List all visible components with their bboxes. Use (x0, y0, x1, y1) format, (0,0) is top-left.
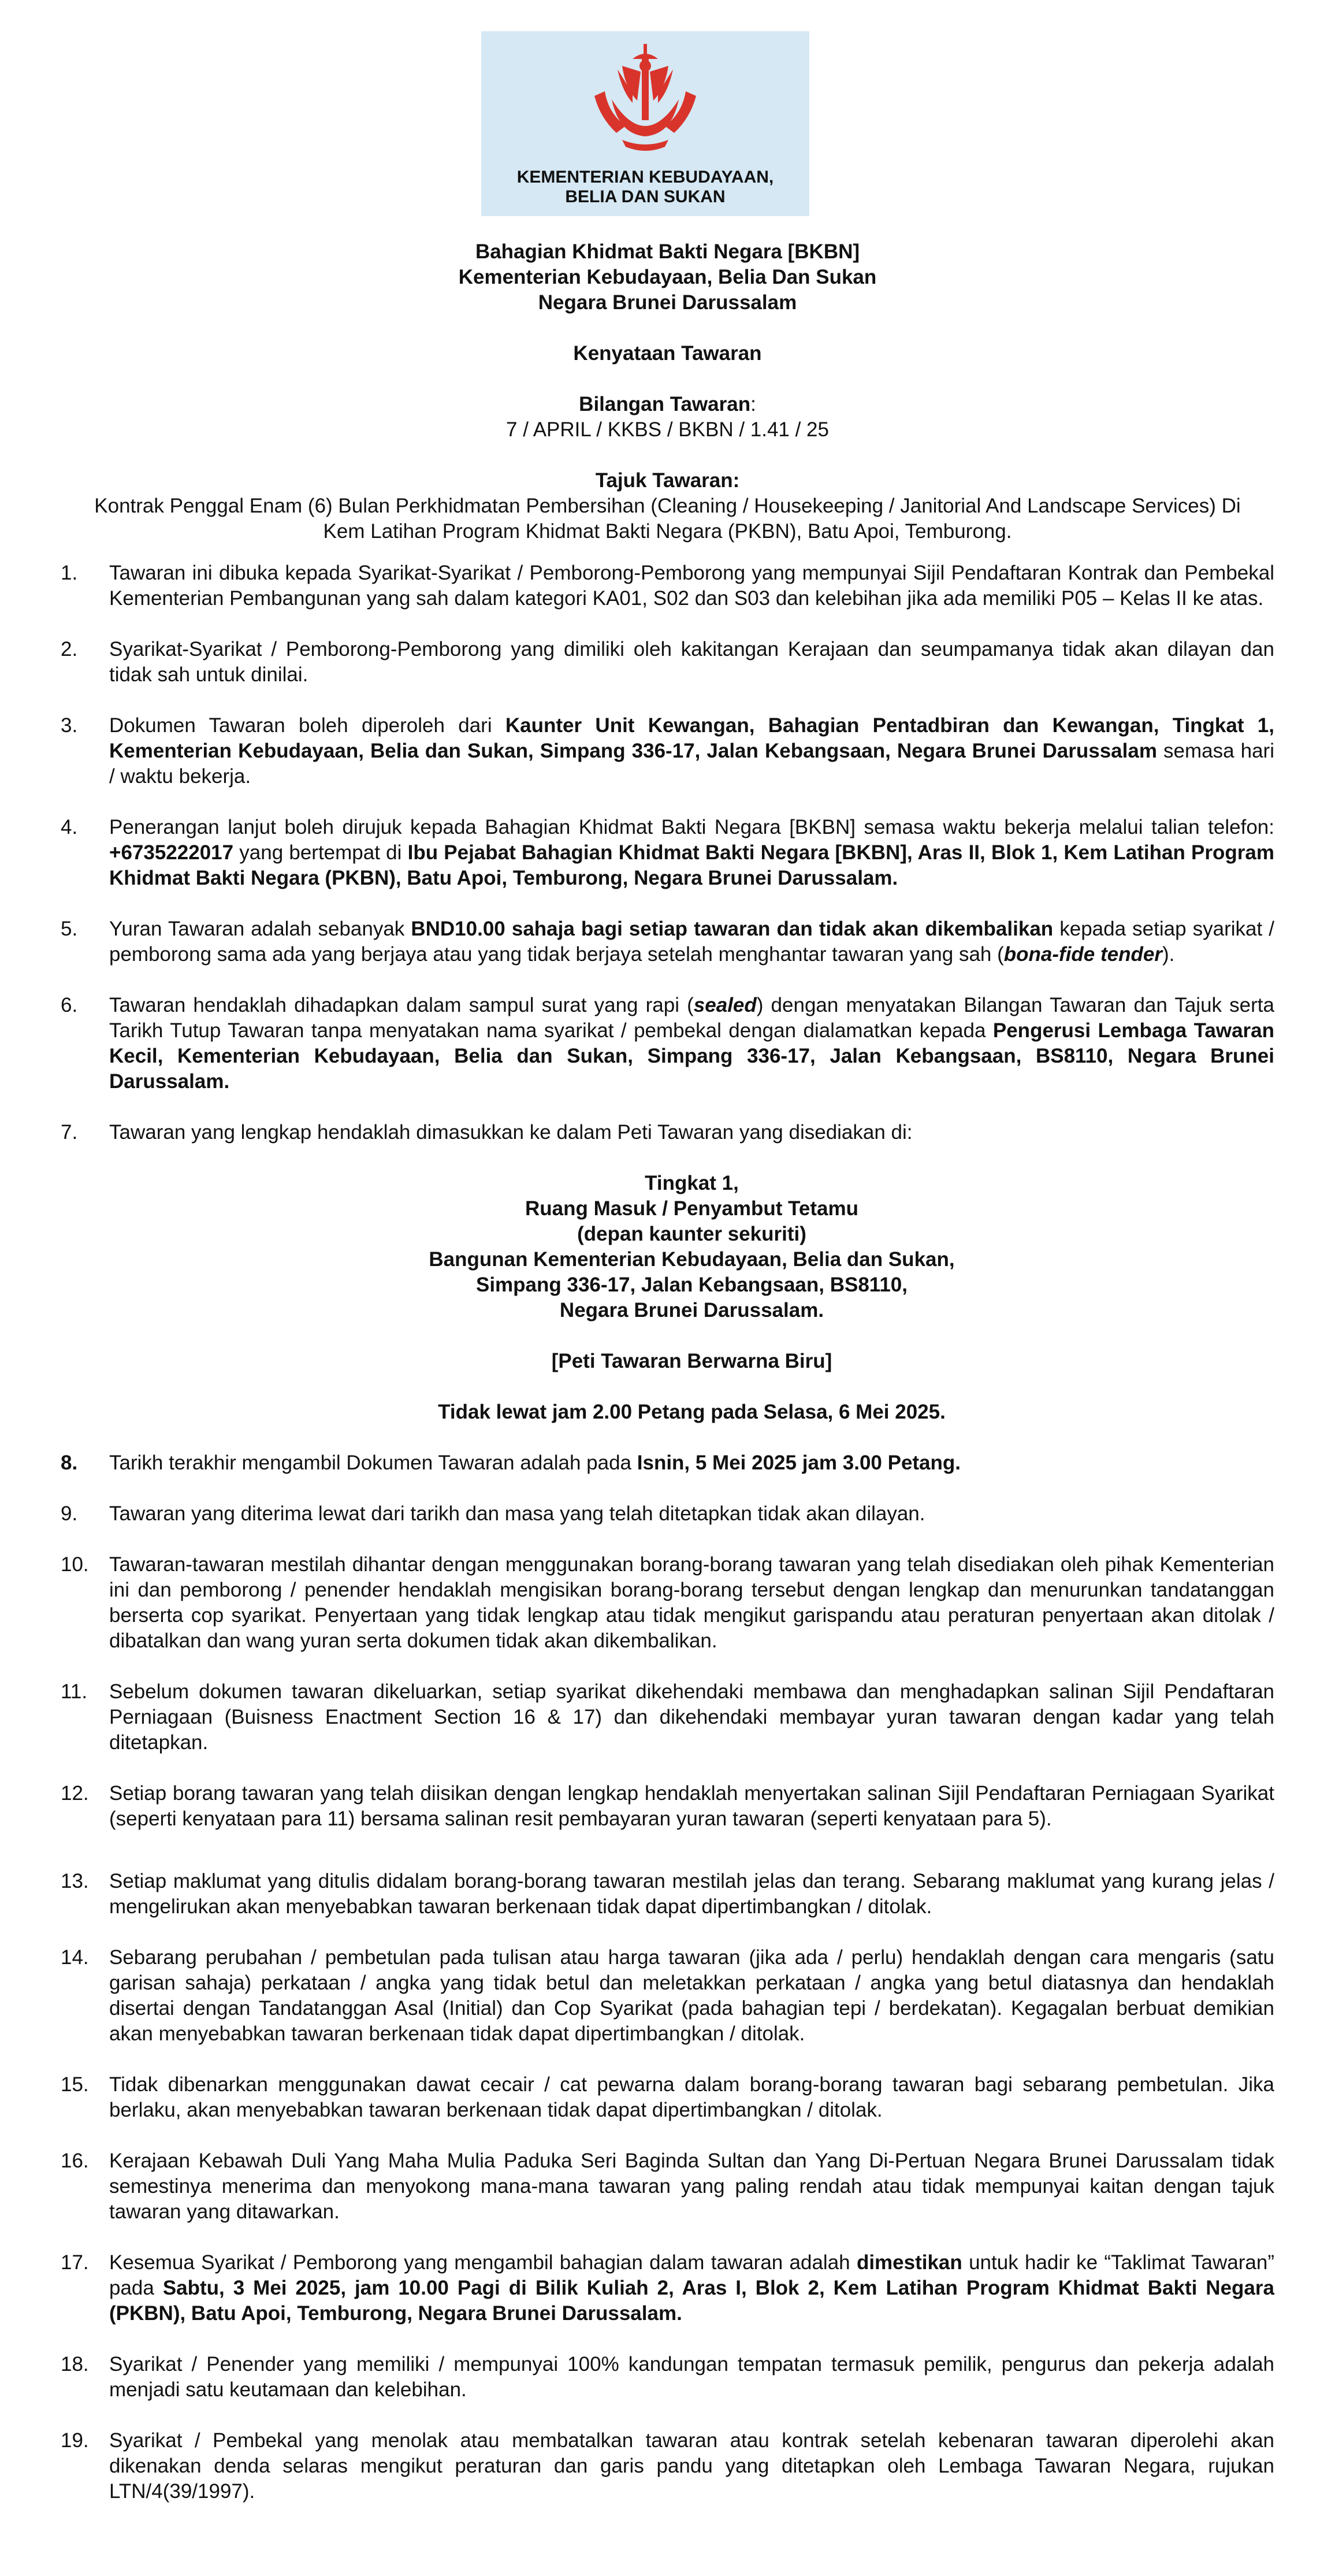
item-number: 12. (61, 1782, 89, 1805)
item-text: Tidak dibenarkan menggunakan dawat cecair / cat pewarna dalam borang-borang tawaran bagi sebarang pembetulan. Jika berlaku, akan menyebabkan tawaran berkenaan tidak dapat dipertimbangkan / ditolak. (109, 2073, 1274, 2121)
list-item (61, 561, 1274, 611)
list-item (61, 1781, 1274, 1832)
list-item (61, 2352, 1274, 2403)
item-text: Tawaran ini dibuka kepada Syarikat-Syarikat / Pemborong-Pemborong yang mempunyai Sijil Pendaftaran Kontrak dan Pembekal Kementerian Pembangunan yang sah dalam kategori KA01, S02 dan S03 dan kelebihan jika ada memiliki P05 – Kelas II ke atas. (109, 562, 1274, 610)
item-number: 9. (61, 1502, 78, 1525)
bold-italic-run: sealed (693, 994, 757, 1016)
list-item (61, 637, 1274, 688)
item-number: 7. (61, 1121, 78, 1144)
tender-number-label: Bilangan Tawaran (579, 393, 751, 415)
bold-run: Isnin, 5 Mei 2025 jam 3.00 Petang. (637, 1452, 961, 1474)
list-item (61, 713, 1274, 789)
text-run: untuk hadir ke “Taklimat Tawaran” pada (109, 2251, 1274, 2299)
item-text: Sebarang perubahan / pembetulan pada tulisan atau harga tawaran (jika ada / perlu) hendaklah dengan cara mengaris (satu garisan sahaja) perkataan / angka yang tidak betul dan meletakkan perkataan / angka yang betul diatasnya dan hendaklah disertai dengan Tandatanggan Asal (Initial) dan Cop Syarikat (pada bahagian tepi / berdekatan). Kegagalan berbuat demikian akan menyebabkan tawaran berkenaan tidak dapat dipertimbangkan / ditolak. (109, 1946, 1274, 2045)
tender-box-note: [Peti Tawaran Berwarna Biru] (551, 1350, 832, 1372)
logo-line-1: KEMENTERIAN KEBUDAYAAN, (516, 168, 774, 187)
bold-run: Pengerusi Lembaga Tawaran Kecil, Kementerian Kebudayaan, Belia dan Sukan, Simpang 336-17, Jalan Kebangsaan, BS8110, Negara Brunei Darussalam. (109, 1019, 1274, 1093)
tender-number-label-line (0, 392, 1335, 417)
closing-deadline: Tidak lewat jam 2.00 Petang pada Selasa, 6 Mei 2025. (438, 1401, 946, 1423)
list-item (61, 1679, 1274, 1755)
address-line: (depan kaunter sekuriti) (577, 1223, 806, 1245)
document-body (61, 561, 1274, 2530)
org-line-3: Negara Brunei Darussalam (538, 291, 797, 314)
address-line: Tingkat 1, (645, 1172, 739, 1194)
item-number: 10. (61, 1553, 89, 1576)
item-number: 1. (61, 562, 78, 584)
tender-number: 7 / APRIL / KKBS / BKBN / 1.41 / 25 (506, 418, 829, 441)
address-line: Negara Brunei Darussalam. (559, 1299, 824, 1322)
item-text (109, 815, 1274, 891)
text-run: ) dengan menyatakan Bilangan Tawaran dan Tajuk serta Tarikh Tutup Tawaran tanpa menyatakan nama syarikat / pembekal dengan dialamatkan kepada (109, 994, 1274, 1042)
list-item (61, 1120, 1274, 1145)
tender-number-colon: : (750, 393, 756, 415)
logo-text (481, 168, 809, 207)
item-number: 15. (61, 2073, 89, 2096)
text-run: Yuran Tawaran adalah sebanyak (109, 918, 411, 940)
item-number: 18. (61, 2353, 89, 2375)
item-number: 3. (61, 714, 78, 737)
list-item (61, 916, 1274, 967)
list-item (61, 993, 1274, 1094)
bold-run: Ibu Pejabat Bahagian Khidmat Bakti Negara [BKBN], Aras II, Blok 1, Kem Latihan Program Khidmat Bakti Negara (PKBN), Batu Apoi, Temburong, Negara Brunei Darussalam. (109, 841, 1274, 889)
list-item (61, 2148, 1274, 2225)
text-run: Tawaran hendaklah dihadapkan dalam sampul surat yang rapi ( (109, 994, 694, 1016)
bold-italic-run: bona-fide tender (1003, 943, 1162, 966)
item-text: Syarikat / Pembekal yang menolak atau membatalkan tawaran atau kontrak setelah kebenaran tawaran diperolehi akan dikenakan denda selaras mengikut peraturan dan garis pandu yang ditetapkan oleh Lembaga Tawaran Negara, rujukan LTN/4(39/1997). (109, 2429, 1274, 2503)
item-text (109, 1450, 1274, 1476)
item-number: 4. (61, 816, 78, 838)
item-text: Setiap borang tawaran yang telah diisikan dengan lengkap hendaklah menyertakan salinan Sijil Pendaftaran Perniagaan Syarikat (seperti kenyataan para 11) bersama salinan resit pembayaran yuran tawaran (seperti kenyataan para 5). (109, 1782, 1274, 1830)
item-number: 2. (61, 638, 78, 660)
item-text: Sebelum dokumen tawaran dikeluarkan, setiap syarikat dikehendaki membawa dan menghadapkan salinan Sijil Pendaftaran Perniagaan (Buisness Enactment Section 16 & 17) dan dikehendaki membayar yuran tawaran dengan kadar yang telah ditetapkan. (109, 1680, 1274, 1754)
item-number: 6. (61, 994, 78, 1016)
text-run: Tarikh terakhir mengambil Dokumen Tawaran adalah pada (109, 1452, 637, 1474)
list-item (61, 2072, 1274, 2123)
item-number: 19. (61, 2429, 89, 2452)
item-number: 5. (61, 918, 78, 940)
item-text: Kerajaan Kebawah Duli Yang Maha Mulia Paduka Seri Baginda Sultan dan Yang Di-Pertuan Negara Brunei Darussalam tidak semestinya menerima dan menyokong mana-mana tawaran yang paling rendah atau tidak mempunyai kaitan dengan tajuk tawaran yang ditawarkan. (109, 2150, 1274, 2223)
bold-run: dimestikan (856, 2251, 962, 2274)
brunei-crest-icon (481, 31, 809, 168)
list-item (61, 1552, 1274, 1654)
bold-run: BND10.00 sahaja bagi setiap tawaran dan tidak akan dikembalikan (411, 918, 1054, 940)
item-text: Tawaran yang lengkap hendaklah dimasukkan ke dalam Peti Tawaran yang disediakan di: (109, 1121, 913, 1144)
item-text: Syarikat-Syarikat / Pemborong-Pemborong yang dimiliki oleh kakitangan Kerajaan dan seumpamanya tidak akan dilayan dan tidak sah untuk dinilai. (109, 638, 1274, 686)
item-text (109, 713, 1274, 789)
text-run: Dokumen Tawaran boleh diperoleh dari (109, 714, 505, 737)
item-text: Syarikat / Penender yang memiliki / mempunyai 100% kandungan tempatan termasuk pemilik, pengurus dan pekerja adalah menjadi satu keutamaan dan kelebihan. (109, 2353, 1274, 2401)
item-text: Tawaran yang diterima lewat dari tarikh dan masa yang telah ditetapkan tidak akan dilayan. (109, 1502, 925, 1525)
list-item (61, 2250, 1274, 2326)
text-run: kepada setiap syarikat / pemborong sama ada yang berjaya atau yang tidak berjaya setelah menghantar tawaran yang sah ( (109, 918, 1275, 966)
list-item (61, 1501, 1274, 1527)
text-run: Kesemua Syarikat / Pemborong yang mengambil bahagian dalam tawaran adalah (109, 2251, 857, 2274)
item-number: 8. (61, 1452, 78, 1474)
text-run: ). (1162, 943, 1175, 966)
address-line: Bangunan Kementerian Kebudayaan, Belia dan Sukan, (429, 1248, 955, 1271)
item-number: 16. (61, 2150, 89, 2172)
document-header (0, 239, 1335, 544)
org-line-1: Bahagian Khidmat Bakti Negara [BKBN] (475, 240, 860, 263)
subject-line-2: Kem Latihan Program Khidmat Bakti Negara (PKBN), Batu Apoi, Temburong. (323, 520, 1012, 543)
list-item (61, 815, 1274, 891)
submission-address (109, 1171, 1274, 1323)
logo-line-2: BELIA DAN SUKAN (565, 187, 726, 206)
item-text (109, 993, 1274, 1094)
item-number: 17. (61, 2251, 89, 2274)
item-text: Tawaran-tawaran mestilah dihantar dengan menggunakan borang-borang tawaran yang telah disediakan oleh pihak Kementerian ini dan pemborong / penender hendaklah mengisikan borang-borang tersebut dengan lengkap dan menurunkan tandatanggan berserta cop syarikat. Penyertaan yang tidak lengkap atau tidak mengikut garispandu atau peraturan penyertaan akan ditolak / dibatalkan dan wang yuran serta dokumen tidak akan dikembalikan. (109, 1553, 1274, 1652)
address-line: Ruang Masuk / Penyambut Tetamu (525, 1197, 858, 1220)
ministry-logo (481, 31, 809, 216)
bold-run: Kaunter Unit Kewangan, Bahagian Pentadbiran dan Kewangan, Tingkat 1, Kementerian Kebudayaan, Belia dan Sukan, Simpang 336-17, Jalan Kebangsaan, Negara Brunei Darussalam (109, 714, 1274, 762)
subject-label: Tajuk Tawaran: (595, 469, 740, 492)
list-item (61, 2428, 1274, 2504)
bold-run: Sabtu, 3 Mei 2025, jam 10.00 Pagi di Bilik Kuliah 2, Aras I, Blok 2, Kem Latihan Program Khidmat Bakti Negara (PKBN), Batu Apoi, Temburong, Negara Brunei Darussalam. (109, 2277, 1274, 2325)
list-item (61, 1450, 1274, 1476)
item-text (109, 916, 1274, 967)
list-item (61, 1945, 1274, 2047)
item-text: Setiap maklumat yang ditulis didalam borang-borang tawaran mestilah jelas dan terang. Sebarang maklumat yang kurang jelas / mengelirukan akan menyebabkan tawaran berkenaan tidak dapat dipertimbangkan / ditolak. (109, 1870, 1274, 1918)
address-line: Simpang 336-17, Jalan Kebangsaan, BS8110, (475, 1274, 908, 1296)
subject-line-1: Kontrak Penggal Enam (6) Bulan Perkhidmatan Pembersihan (Cleaning / Housekeeping / Janitorial And Landscape Services) Di (94, 495, 1241, 517)
item-number: 14. (61, 1946, 89, 1969)
org-line-2: Kementerian Kebudayaan, Belia Dan Sukan (458, 266, 877, 288)
text-run: semasa hari / waktu bekerja. (109, 740, 1274, 788)
list-item (61, 1869, 1274, 1920)
item-number: 11. (61, 1680, 88, 1703)
text-run: Penerangan lanjut boleh dirujuk kepada Bahagian Khidmat Bakti Negara [BKBN] semasa waktu bekerja melalui talian telefon: (109, 816, 1274, 838)
item-number: 13. (61, 1870, 89, 1892)
item-text (109, 2250, 1274, 2326)
phone-number: +6735222017 (109, 841, 234, 864)
document-title: Kenyataan Tawaran (573, 342, 762, 365)
text-run: yang bertempat di (233, 841, 408, 864)
